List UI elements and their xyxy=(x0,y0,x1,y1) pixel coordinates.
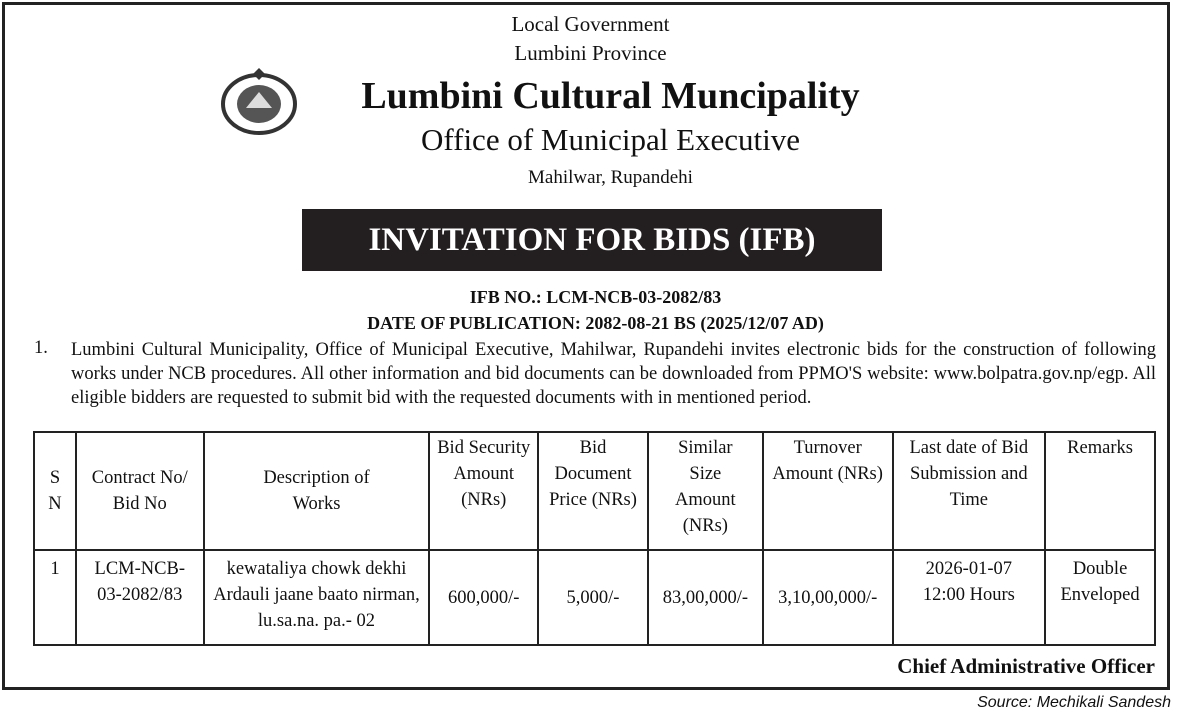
cell-sn: 1 xyxy=(34,550,76,645)
header-document-price: Bid Document Price (NRs) xyxy=(538,432,648,550)
header-last-date: Last date of Bid Submission and Time xyxy=(893,432,1046,550)
table-row xyxy=(34,550,1155,645)
table-header-row xyxy=(34,432,1155,550)
cell-turnover: 3,10,00,000/- xyxy=(763,550,893,645)
header-description: Description of Works xyxy=(204,432,430,550)
header-contract-no: Contract No/ Bid No xyxy=(76,432,204,550)
office-address: Mahilwar, Rupandehi xyxy=(528,167,693,188)
source-credit: Source: Mechikali Sandesh xyxy=(977,694,1171,711)
organization-title: Lumbini Cultural Muncipality xyxy=(361,75,860,117)
header-line-2: Lumbini Province xyxy=(514,41,667,65)
cell-last-date: 2026-01-07 12:00 Hours xyxy=(893,550,1046,645)
header-similar-size: Similar Size Amount (NRs) xyxy=(648,432,763,550)
publication-date: DATE OF PUBLICATION: 2082-08-21 BS (2025/12/07 AD) xyxy=(367,313,824,333)
signatory: Chief Administrative Officer xyxy=(897,654,1155,678)
cell-similar-size: 83,00,000/- xyxy=(648,550,763,645)
header-remarks: Remarks xyxy=(1045,432,1155,550)
header-line-1: Local Government xyxy=(511,12,670,36)
cell-bid-security: 600,000/- xyxy=(429,550,538,645)
cell-remarks: Double Enveloped xyxy=(1045,550,1155,645)
cell-description: kewataliya chowk dekhi Ardauli jaane baato nirman, lu.sa.na. pa.- 02 xyxy=(204,550,430,645)
notice-banner: INVITATION FOR BIDS (IFB) xyxy=(302,209,882,271)
header-sn: S N xyxy=(34,432,76,550)
header-bid-security: Bid Security Amount (NRs) xyxy=(429,432,538,550)
cell-contract-no: LCM-NCB-03-2082/83 xyxy=(76,550,204,645)
invitation-paragraph: Lumbini Cultural Municipality, Office of Municipal Executive, Mahilwar, Rupandehi invites electronic bids for the construction of following works under NCB procedures. All other information and bid documents can be downloaded from PPMO'S website: www.bolpatra.gov.np/egp. All eligible bidders are requested to submit bid with the requested documents with in mentioned period. xyxy=(71,340,1156,408)
paragraph-number: 1. xyxy=(34,338,48,358)
bid-table xyxy=(33,431,1156,646)
ifb-number: IFB NO.: LCM-NCB-03-2082/83 xyxy=(469,287,722,307)
office-name: Office of Municipal Executive xyxy=(420,122,801,157)
cell-document-price: 5,000/- xyxy=(538,550,648,645)
header-turnover: Turnover Amount (NRs) xyxy=(763,432,893,550)
